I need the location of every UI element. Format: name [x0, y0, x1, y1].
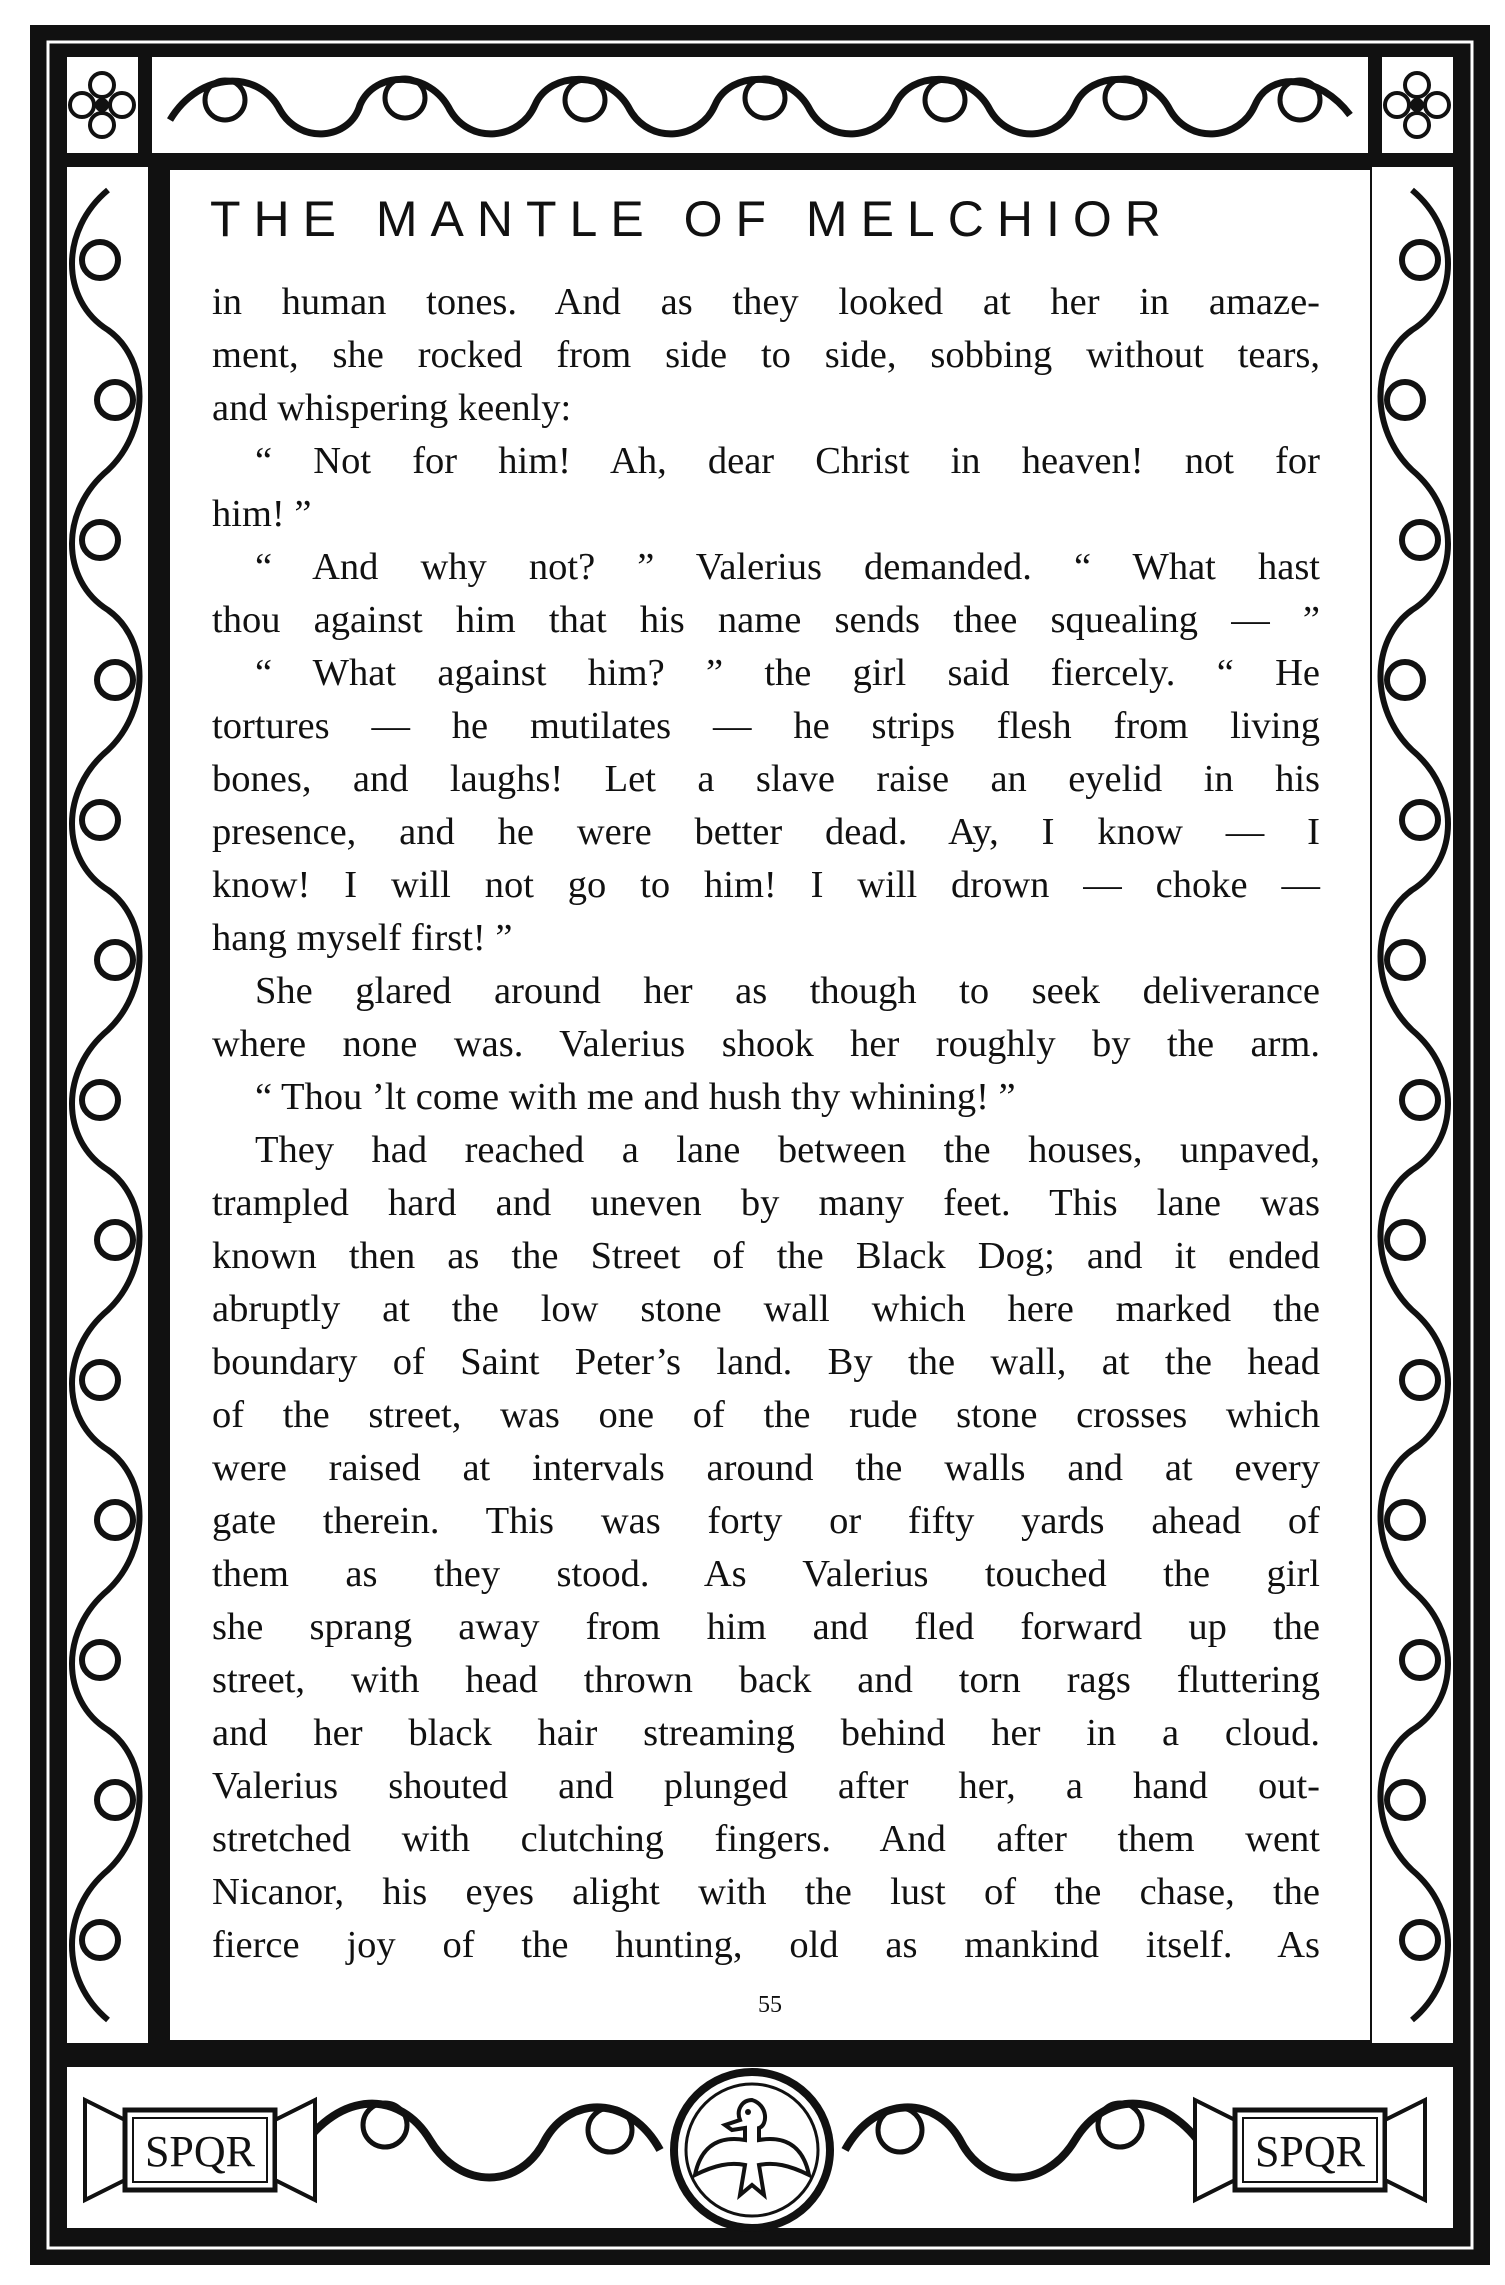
flower-icon	[65, 55, 140, 155]
body-line: gate therein. This was forty or fifty yards ahead of	[212, 1500, 1320, 1542]
eagle-icon	[674, 2072, 830, 2228]
body-line: tortures — he mutilates — he strips flesh from living	[212, 705, 1320, 747]
body-line: were raised at intervals around the walls and at every	[212, 1447, 1320, 1489]
spqr-label-right: SPQR	[1254, 2127, 1366, 2176]
body-line: know! I will not go to him! I will drown — choke —	[212, 864, 1320, 906]
body-line: him! ”	[212, 493, 312, 535]
body-line: presence, and he were better dead. Ay, I know — I	[212, 811, 1320, 853]
body-line: known then as the Street of the Black Dog; and it ended	[212, 1235, 1320, 1277]
body-line: stretched with clutching fingers. And after them went	[212, 1818, 1320, 1860]
body-line: abruptly at the low stone wall which here marked the	[212, 1288, 1320, 1330]
body-line: Nicanor, his eyes alight with the lust of the chase, the	[212, 1871, 1320, 1913]
spqr-label-left: SPQR	[144, 2127, 256, 2176]
body-line: “ What against him? ” the girl said fiercely. “ He	[255, 652, 1320, 694]
body-line: hang myself first! ”	[212, 917, 513, 959]
flower-icon	[1380, 55, 1455, 155]
body-line: They had reached a lane between the houses, unpaved,	[255, 1129, 1320, 1171]
body-line: ment, she rocked from side to side, sobbing without tears,	[212, 334, 1320, 376]
body-line: bones, and laughs! Let a slave raise an eyelid in his	[212, 758, 1320, 800]
body-line: “ Thou ’lt come with me and hush thy whining! ”	[255, 1076, 1016, 1118]
body-line: she sprang away from him and fled forward up the	[212, 1606, 1320, 1648]
running-head: THE MANTLE OF MELCHIOR	[210, 191, 1174, 247]
right-scroll-column	[1370, 165, 1455, 2045]
body-line: “ Not for him! Ah, dear Christ in heaven! not for	[255, 440, 1320, 482]
body-line: of the street, was one of the rude stone crosses which	[212, 1394, 1320, 1436]
top-scroll-band	[150, 55, 1370, 155]
body-line: “ And why not? ” Valerius demanded. “ What hast	[255, 546, 1320, 588]
body-line: and whispering keenly:	[212, 387, 572, 429]
body-line: where none was. Valerius shook her roughly by the arm.	[212, 1023, 1320, 1065]
body-line: and her black hair streaming behind her in a cloud.	[212, 1712, 1320, 1754]
body-line: Valerius shouted and plunged after her, a hand out-	[212, 1765, 1320, 1807]
body-line: fierce joy of the hunting, old as mankind itself. As	[212, 1924, 1320, 1966]
body-line: street, with head thrown back and torn rags fluttering	[212, 1659, 1320, 1701]
left-scroll-column	[65, 165, 150, 2045]
body-line: them as they stood. As Valerius touched the girl	[212, 1553, 1320, 1595]
body-line: thou against him that his name sends thee squealing — ”	[212, 599, 1320, 641]
body-line: She glared around her as though to seek deliverance	[255, 970, 1320, 1012]
body-line: trampled hard and uneven by many feet. This lane was	[212, 1182, 1320, 1224]
page-number: 55	[758, 1992, 782, 2018]
body-line: boundary of Saint Peter’s land. By the wall, at the head	[212, 1341, 1320, 1383]
body-line: in human tones. And as they looked at her in amaze-	[212, 281, 1320, 323]
text-panel	[170, 170, 1370, 2040]
